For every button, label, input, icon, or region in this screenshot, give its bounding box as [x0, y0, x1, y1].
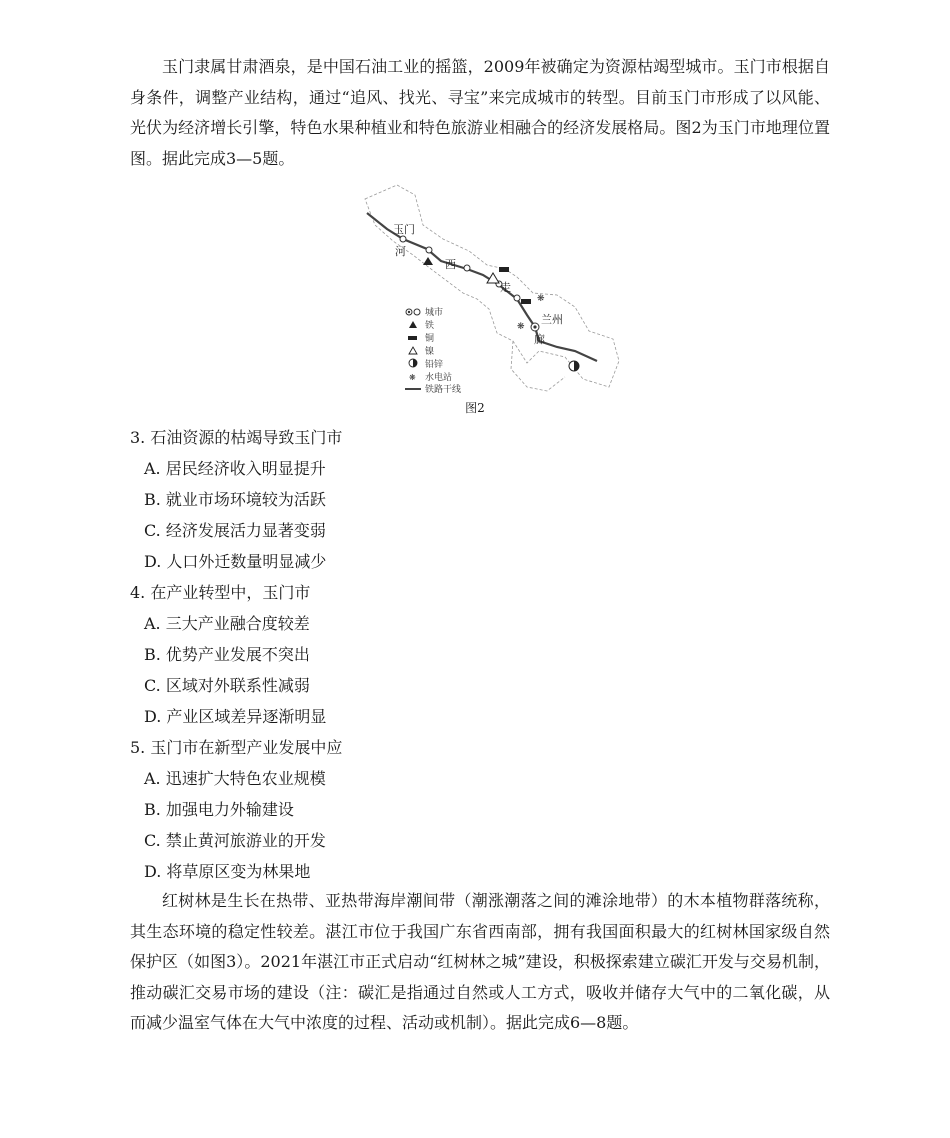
question-stem: 5. 玉门市在新型产业发展中应 — [130, 738, 343, 757]
city-marker-yumen — [400, 236, 406, 242]
mangrove-paragraph: 红树林是生长在热带、亚热带海岸潮间带（潮涨潮落之间的滩涂地带）的木本植物群落统称，其生态环境的稳定性较差。湛江市位于我国广东省西南部，拥有我国面积最大的红树林国家级自然保护区（如图3）。2021年湛江市正式启动“红树林之城”建设，积极探索建立碳汇开发与交易机制，推动碳汇交易市场的建设（注：碳汇是指通过自然或人工方式，吸收并储存大气中的二氧化碳，从而减少温室气体在大气中浓度的过程、活动或机制）。据此完成6—8题。 — [130, 891, 830, 1032]
option-a: A. 三大产业融合度较差 — [144, 614, 310, 633]
legend-label: 铁 — [425, 321, 435, 331]
legend-label: 水电站 — [425, 373, 453, 383]
legend-label: 铜 — [425, 334, 435, 344]
nickel-icon — [409, 347, 417, 354]
city-icon — [414, 309, 420, 315]
province-boundary — [365, 185, 619, 387]
legend-label: 城市 — [425, 308, 444, 318]
option-b: B. 就业市场环境较为活跃 — [144, 490, 326, 509]
option-d: D. 将草原区变为林果地 — [144, 862, 311, 881]
copper-icon — [521, 299, 531, 304]
map-figure — [327, 181, 622, 393]
option-c: C. 禁止黄河旅游业的开发 — [144, 831, 326, 850]
map-legend — [405, 306, 461, 393]
city-icon — [408, 311, 410, 313]
intro-paragraph: 玉门隶属甘肃酒泉，是中国石油工业的摇篮，2009年被确定为资源枯竭型城市。玉门市根据自身条件，调整产业结构，通过“追风、找光、寻宝”来完成城市的转型。目前玉门市形成了以风能、光伏为经济增长引擎，特色水果种植业和特色旅游业相融合的经济发展格局。图2为玉门市地理位置图。据此完成3—5题。 — [130, 57, 830, 168]
option-d: D. 产业区域差异逐渐明显 — [144, 707, 327, 726]
question-4 — [130, 577, 830, 732]
label-zou: 走 — [500, 281, 511, 294]
option-a: A. 迅速扩大特色农业规模 — [144, 769, 326, 788]
city-marker-lanzhou-inner — [533, 325, 536, 328]
copper-icon — [408, 336, 417, 340]
copper-icon — [499, 267, 509, 272]
legend-label: 铅锌 — [425, 360, 444, 370]
question-stem: 4. 在产业转型中，玉门市 — [130, 583, 311, 602]
figure-caption: 图2 — [465, 401, 485, 415]
option-c: C. 经济发展活力显著变弱 — [144, 521, 326, 540]
option-a: A. 居民经济收入明显提升 — [144, 459, 326, 478]
gansu-location-map — [327, 181, 622, 393]
lead-zinc-icon-inner — [574, 361, 579, 371]
option-b: B. 优势产业发展不突出 — [144, 645, 310, 664]
city-marker — [464, 265, 470, 271]
label-he: 河 — [395, 245, 406, 258]
question-stem: 3. 石油资源的枯竭导致玉门市 — [130, 428, 343, 447]
hydropower-icon: ❋ — [409, 373, 416, 382]
city-marker — [426, 247, 432, 253]
label-xi: 西 — [445, 258, 456, 271]
city-marker — [514, 295, 520, 301]
hydropower-icon: ❋ — [517, 322, 525, 332]
option-d: D. 人口外迁数量明显减少 — [144, 552, 327, 571]
iron-icon — [423, 257, 433, 265]
question-5 — [130, 732, 830, 887]
label-lanzhou: 兰州 — [541, 313, 563, 326]
iron-icon — [409, 321, 417, 328]
hydropower-icon: ❋ — [537, 294, 545, 304]
question-3 — [130, 422, 830, 577]
legend-label: 铁路干线 — [425, 385, 462, 393]
option-c: C. 区域对外联系性减弱 — [144, 676, 310, 695]
legend-label: 镍 — [425, 347, 435, 357]
option-b: B. 加强电力外输建设 — [144, 800, 294, 819]
label-lang: 廊 — [534, 333, 545, 346]
label-yumen: 玉门 — [393, 223, 415, 236]
south-boundary — [511, 341, 565, 391]
